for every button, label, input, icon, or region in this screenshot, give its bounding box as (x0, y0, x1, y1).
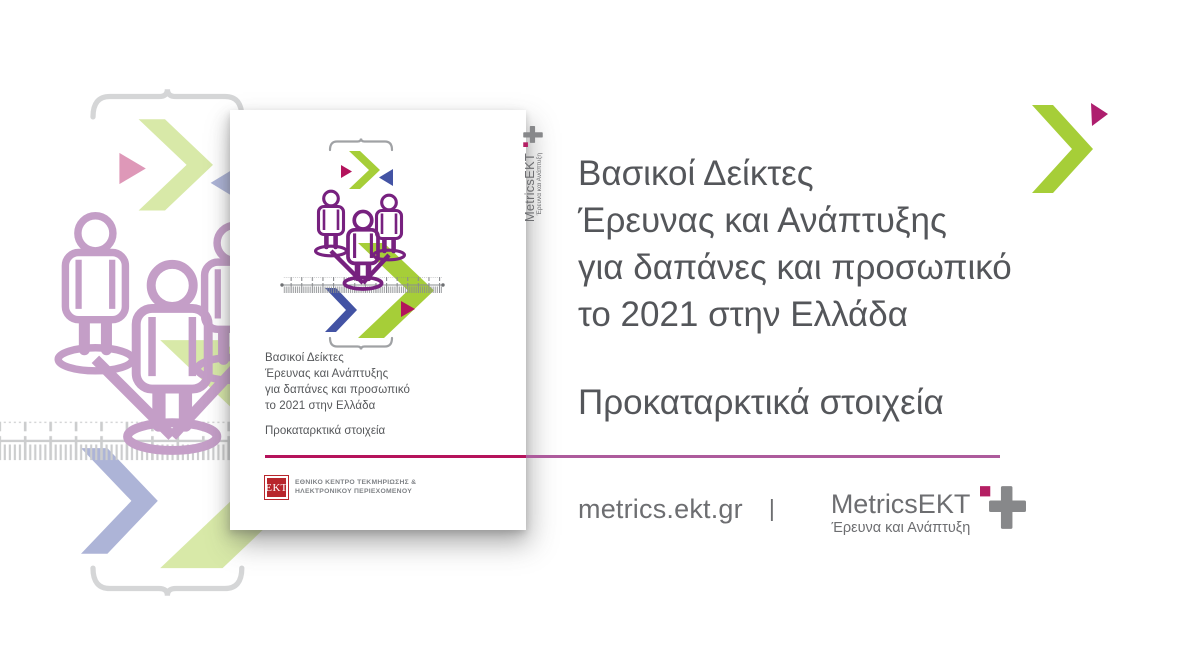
title-line: Βασικοί Δείκτες (578, 154, 814, 193)
metricsekt-logo (831, 486, 1027, 536)
people-chevrons-ruler-icon (280, 138, 445, 350)
title-line: για δαπάνες και προσωπικό (578, 248, 1012, 287)
cover-title-line: Έρευνας και Ανάπτυξης (265, 368, 389, 380)
plus-icon (523, 126, 543, 147)
divider-line (265, 455, 1000, 458)
report-cover (230, 110, 543, 530)
separator: | (768, 495, 775, 521)
brand-tagline: Έρευνα και Ανάπτυξη (831, 520, 971, 536)
brand-name: MetricsEKT (521, 153, 537, 223)
cover-metricsekt-logo (518, 126, 548, 238)
website-link[interactable]: metrics.ekt.gr (578, 494, 743, 524)
corner-chevron-mark (1032, 100, 1112, 195)
plus-icon (980, 486, 1026, 529)
footer (578, 486, 1026, 536)
cover-title-line: Βασικοί Δείκτες (265, 352, 344, 364)
title-line: το 2021 στην Ελλάδα (578, 295, 908, 334)
publisher-name: ΕΘΝΙΚΟ ΚΕΝΤΡΟ ΤΕΚΜΗΡΙΩΣΗΣ & ΗΛΕΚΤΡΟΝΙΚΟΥ ΠΕΡΙΕΧΟΜΕΝΟΥ (295, 479, 417, 495)
page-subtitle: Προκαταρκτικά στοιχεία (578, 383, 944, 422)
title-line: Έρευνας και Ανάπτυξης (578, 201, 947, 240)
cover-subtitle: Προκαταρκτικά στοιχεία (265, 425, 386, 437)
brand-name: MetricsEKT (830, 489, 971, 519)
page-title (578, 150, 1012, 338)
ekt-logo: ΕΚΤ (265, 476, 288, 499)
publisher-block (265, 476, 416, 499)
cover-title (265, 350, 410, 414)
cover-title-line: για δαπάνες και προσωπικό (265, 384, 411, 396)
chevron-right-icon (1032, 100, 1112, 195)
cover-illustration (280, 138, 445, 350)
brand-tagline: Έρευνα και Ανάπτυξη (535, 153, 543, 216)
cover-title-line: το 2021 στην Ελλάδα (265, 400, 376, 412)
